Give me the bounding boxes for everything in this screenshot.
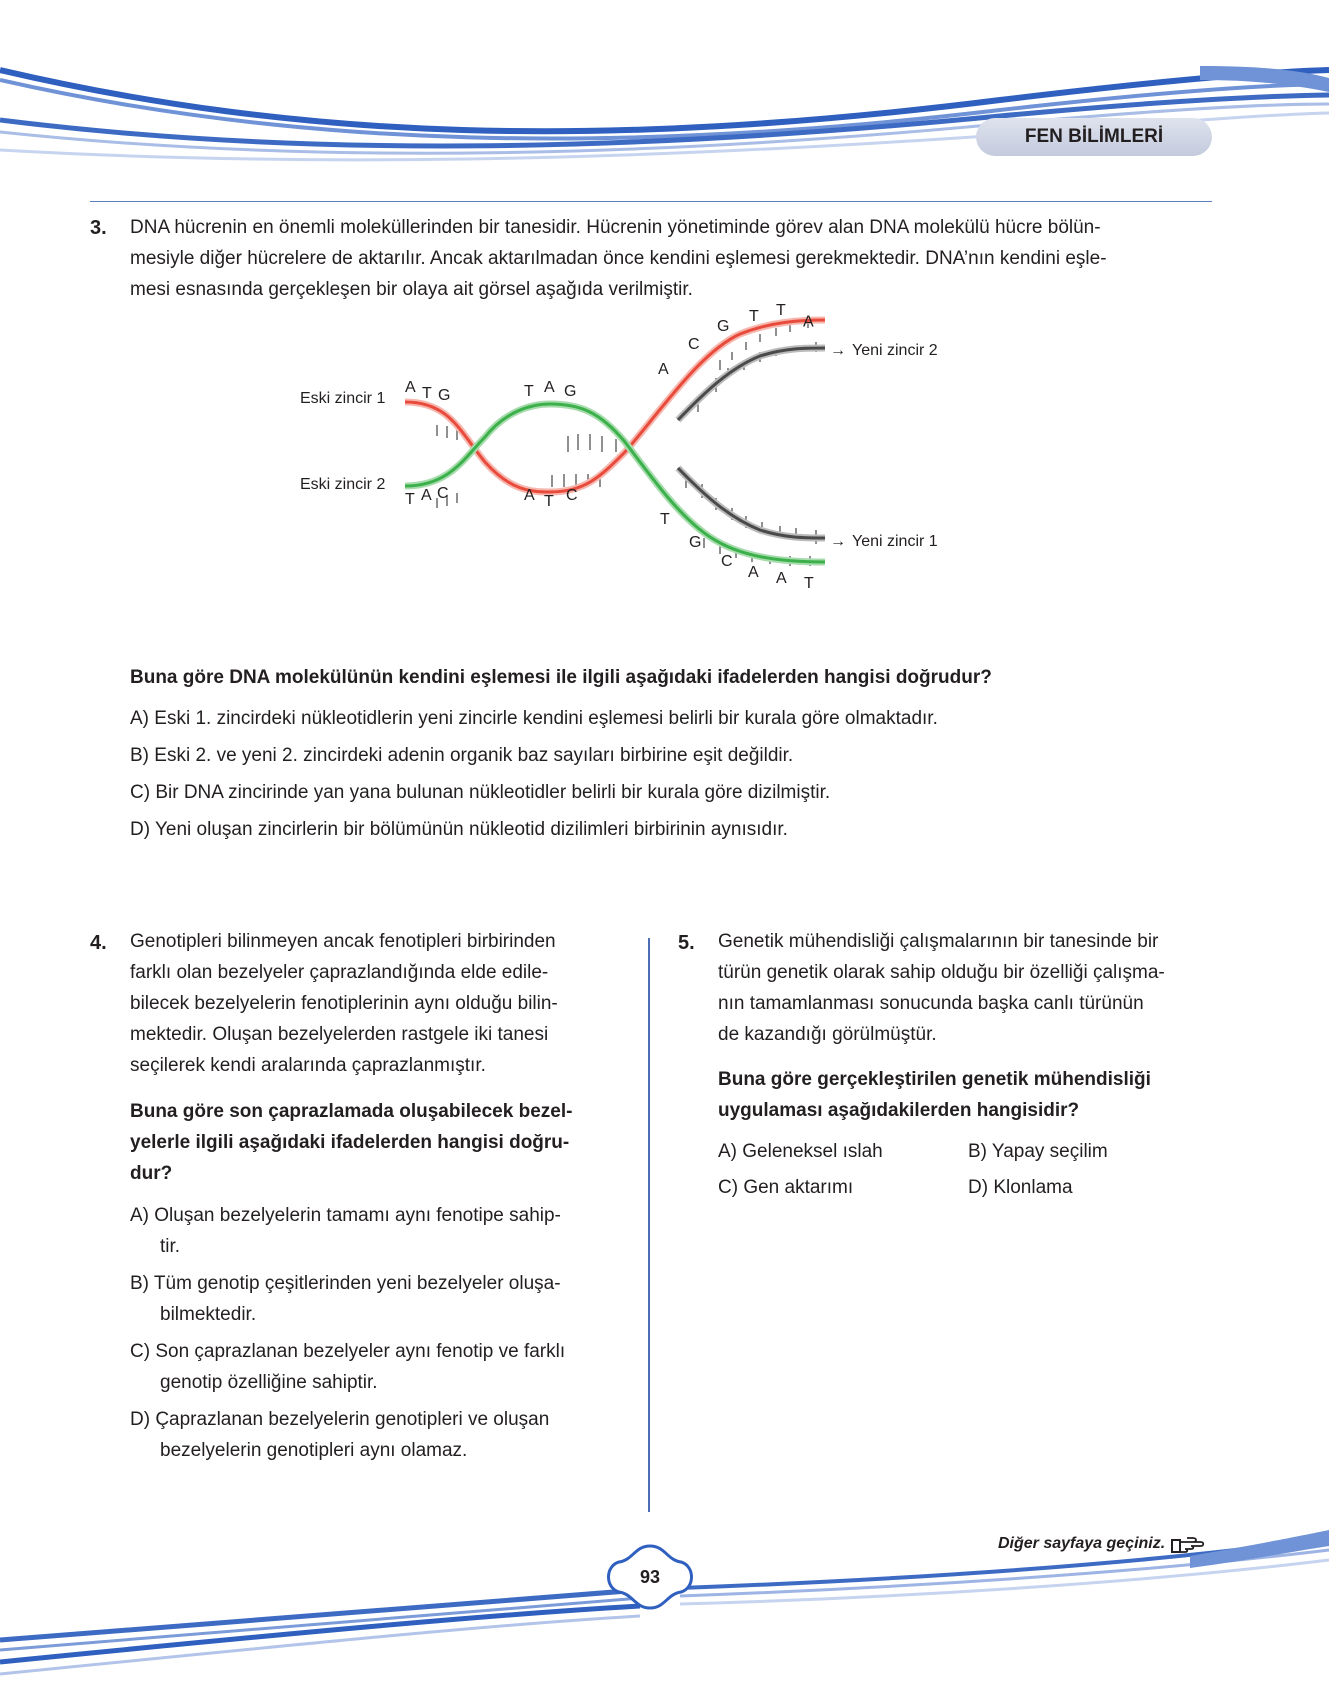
option-a[interactable]: A) Eski 1. zincirdeki nükleotidlerin yeni zincirle kendini eşlemesi belirli bir kurala göre olmaktadır. [130,708,938,729]
option-c[interactable] [130,1336,630,1398]
column-divider [648,938,650,1512]
option-a[interactable]: A) Geleneksel ıslah [718,1141,883,1162]
base-letter: T [749,308,759,325]
base-letter: A [776,570,787,587]
question-4-stem [130,926,630,1081]
question-5-stem [718,926,1218,1050]
option-line: bilmektedir. [160,1304,257,1325]
arrow-icon: → [830,342,846,359]
base-letter: T [524,383,534,400]
base-letter: A [421,487,432,504]
header-rule [90,201,1212,202]
option-line: D) Çaprazlanan bezelyelerin genotipleri ve oluşan [130,1409,550,1430]
page-number: 93 [639,1566,661,1587]
base-letter: T [660,511,670,528]
arrow-icon: → [830,533,846,550]
base-letter: C [721,553,733,570]
option-line: C) Son çaprazlanan bezelyeler aynı fenotip ve farklı [130,1341,566,1362]
base-letter: C [566,487,578,504]
base-letter: A [544,379,555,396]
stem-line: Genetik mühendisliği çalışmalarının bir tanesinde bir [718,931,1159,952]
stem-line: türün genetik olarak sahip olduğu bir özelliği çalışma- [718,962,1165,983]
base-letter: A [524,487,535,504]
question-3-prompt: Buna göre DNA molekülünün kendini eşlemesi ile ilgili aşağıdaki ifadelerden hangisi doğrudur? [130,667,992,688]
base-letter: A [748,564,759,581]
option-b[interactable]: B) Eski 2. ve yeni 2. zincirdeki adenin organik baz sayıları birbirine eşit değildir. [130,745,794,766]
question-4-prompt [130,1096,630,1189]
base-letter: G [564,383,577,400]
option-c[interactable]: C) Bir DNA zincirinde yan yana bulunan nükleotidler belirli bir kurala göre dizilmiştir. [130,782,831,803]
old-strand-2 [405,404,825,562]
old-strand-2-label: Eski zincir 2 [300,476,386,493]
stem-line: seçilerek kendi aralarında çaprazlanmıştır. [130,1055,486,1076]
base-letter: G [717,318,730,335]
option-line: tir. [160,1236,181,1257]
option-line: B) Tüm genotip çeşitlerinden yeni bezelyeler oluşa- [130,1273,561,1294]
prompt-line: Buna göre gerçekleştirilen genetik mühendisliği [718,1069,1151,1090]
base-letter: G [689,534,702,551]
question-number: 5. [678,932,695,954]
prompt-line: uygulaması aşağıdakilerden hangisidir? [718,1100,1080,1121]
stem-line: Genotipleri bilinmeyen ancak fenotipleri birbirinden [130,931,556,952]
next-page-note [998,1534,1205,1554]
question-number: 4. [90,932,107,954]
question-3-stem [130,212,1220,305]
option-b[interactable]: B) Yapay seçilim [968,1141,1108,1162]
old-strand-1-label: Eski zincir 1 [300,390,386,407]
old-strand-1 [405,320,825,492]
prompt-line: yelerle ilgili aşağıdaki ifadelerden hangisi doğru- [130,1132,570,1153]
option-d[interactable]: D) Klonlama [968,1177,1073,1198]
stem-line: mektedir. Oluşan bezelyelerden rastgele iki tanesi [130,1024,549,1045]
stem-line: mesi esnasında gerçekleşen bir olaya ait görsel aşağıda verilmiştir. [130,279,693,300]
question-3-options [130,703,1220,845]
stem-line: nın tamamlanması sonucunda başka canlı türünün [718,993,1144,1014]
question-5-prompt [718,1064,1218,1126]
base-letter: T [804,575,814,592]
dna-replication-figure [300,302,1040,642]
option-d[interactable]: D) Yeni oluşan zincirlerin bir bölümünün nükleotid dizilimleri birbirinin aynısıdır. [130,819,788,840]
option-c[interactable]: C) Gen aktarımı [718,1177,854,1198]
base-letter: A [658,361,669,378]
option-a[interactable] [130,1200,630,1262]
base-letter: T [776,302,786,319]
base-letter: T [544,493,554,510]
stem-line: mesiyle diğer hücrelere de aktarılır. Ancak aktarılmadan önce kendini eşlemesi gerekmektedir. DNA’nın kendini eşle- [130,248,1107,269]
prompt-line: dur? [130,1163,173,1184]
new-strand-1-label: Yeni zincir 1 [852,533,938,550]
new-strand-2-label: Yeni zincir 2 [852,342,938,359]
option-line: genotip özelliğine sahiptir. [160,1372,378,1393]
stem-line: DNA hücrenin en önemli moleküllerinden bir tanesidir. Hücrenin yönetiminde görev alan DNA molekülü hücre bölün- [130,217,1101,238]
hand-pointer-icon [1171,1534,1205,1554]
stem-line: de kazandığı görülmüştür. [718,1024,937,1045]
header-swoosh-decoration [0,0,1329,190]
stem-line: bilecek bezelyelerin fenotiplerinin aynı olduğu bilin- [130,993,558,1014]
base-letter: C [437,485,449,502]
question-number: 3. [90,217,107,239]
base-letter: A [405,379,416,396]
next-page-text: Diğer sayfaya geçiniz. [998,1535,1166,1552]
subject-badge: FEN BİLİMLERİ [976,118,1212,156]
option-d[interactable] [130,1404,630,1466]
prompt-line: Buna göre son çaprazlamada oluşabilecek bezel- [130,1101,573,1122]
base-letter: T [405,491,415,508]
option-line: A) Oluşan bezelyelerin tamamı aynı fenotipe sahip- [130,1205,561,1226]
base-letter: A [803,313,814,331]
base-letter: T [422,385,432,402]
option-b[interactable] [130,1268,630,1330]
stem-line: farklı olan bezelyeler çaprazlandığında elde edile- [130,962,549,983]
base-letter: C [688,336,700,353]
base-letter: G [438,387,451,404]
question-4-options [130,1200,630,1466]
option-line: bezelyelerin genotipleri aynı olamaz. [160,1440,468,1461]
